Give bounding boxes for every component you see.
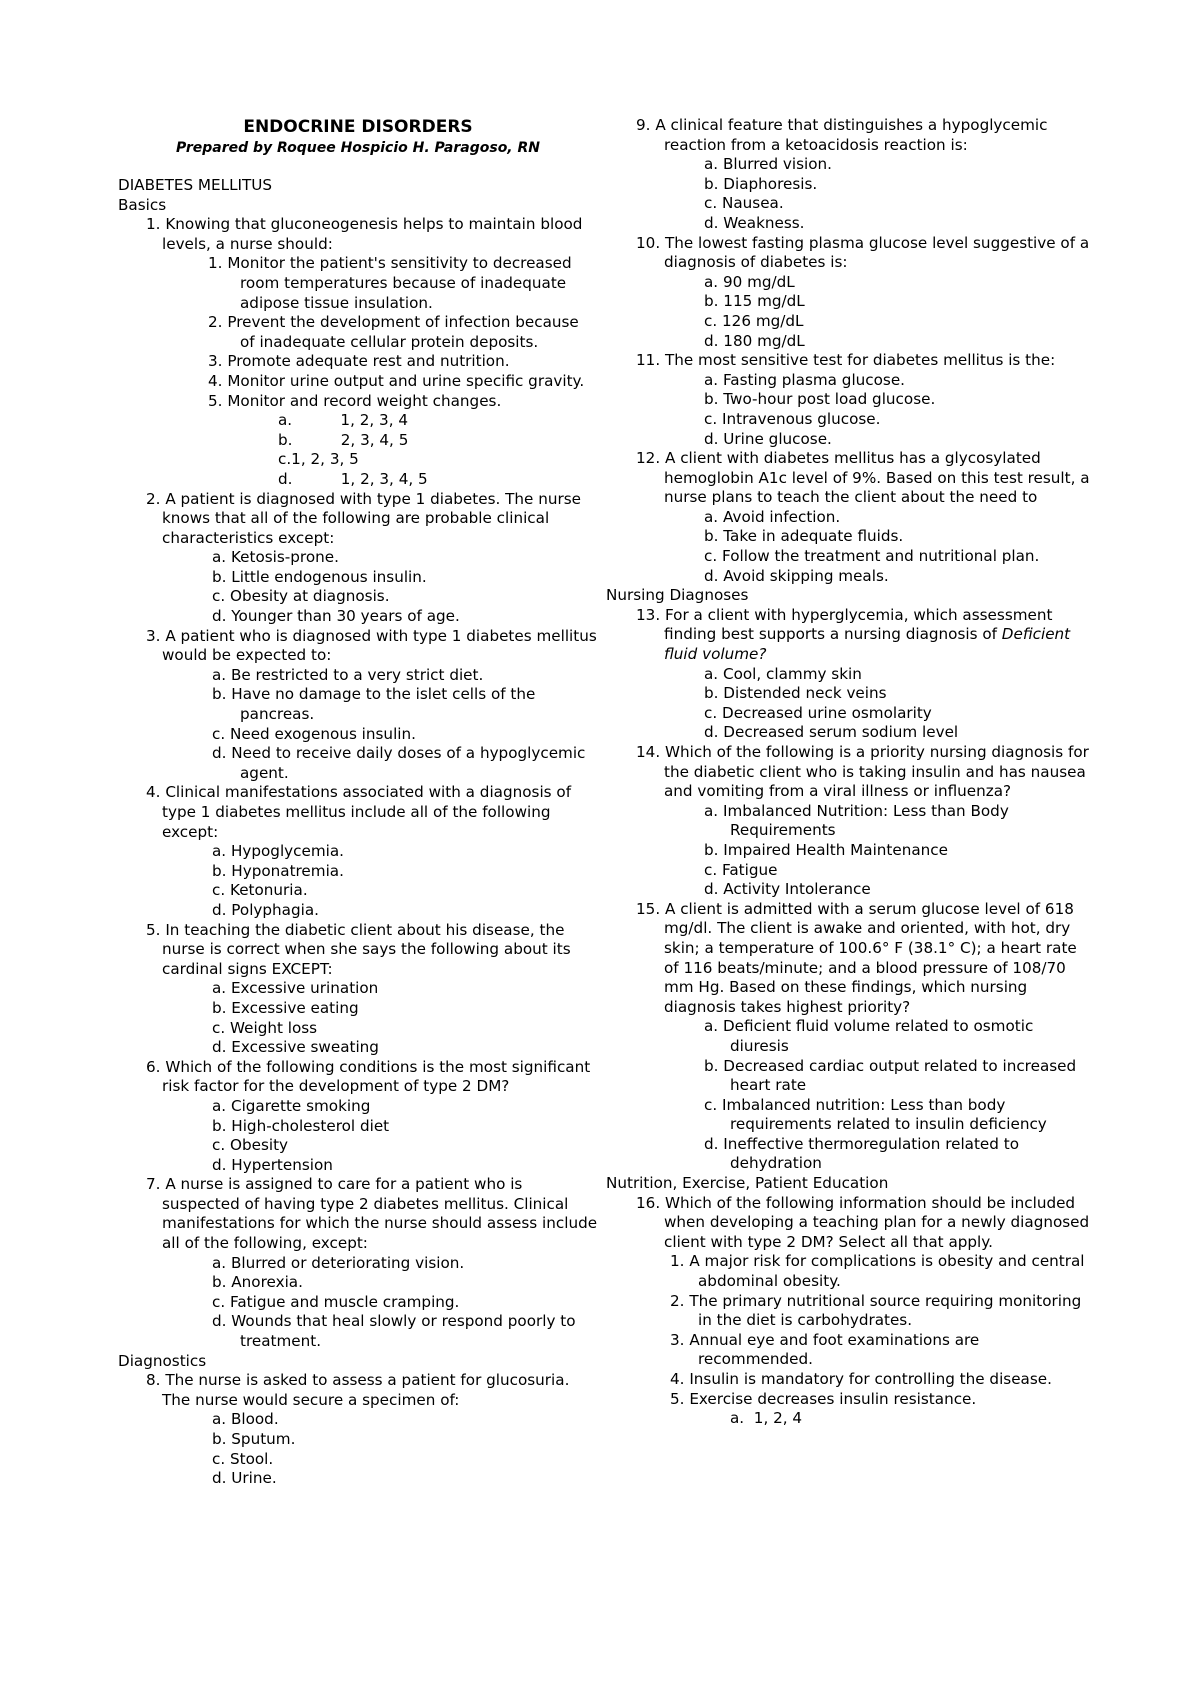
question-stem: 5. In teaching the diabetic client about his disease, the nurse is correct when she says the following about its cardinal signs EXCEPT: xyxy=(146,920,571,978)
answer-option: d. Weakness. xyxy=(704,213,805,232)
question-15 xyxy=(606,900,1092,1174)
answer-option: b. Little endogenous insulin. xyxy=(212,567,427,586)
section-diagnostics: Diagnostics xyxy=(118,1351,207,1370)
answer-option: b. Two-hour post load glucose. xyxy=(704,390,936,409)
answer-option: a. Hypoglycemia. xyxy=(212,842,344,861)
answer-option: c. Follow the treatment and nutritional plan. xyxy=(704,547,1040,566)
answer-option: d. Need to receive daily doses of a hypoglycemic agent. xyxy=(212,744,586,782)
answer-option: c. Fatigue xyxy=(704,860,778,879)
answer-option: c. Imbalanced nutrition: Less than body requirements related to insulin deficiency xyxy=(704,1095,1047,1134)
question-6 xyxy=(118,1058,598,1176)
question-stem: 7. A nurse is assigned to care for a patient who is suspected of having type 2 diabetes mellitus. Clinical manifestations for which the nurse should assess include all of the following, except: xyxy=(146,1175,598,1253)
answer-option: b. Take in adequate fluids. xyxy=(704,527,904,546)
question-stem: 4. Clinical manifestations associated with a diagnosis of type 1 diabetes mellitus include all of the following except: xyxy=(146,783,572,841)
document-subtitle: Prepared by Roquee Hospicio H. Paragoso, RN xyxy=(176,140,540,156)
statement: 5. Monitor and record weight changes. xyxy=(208,391,502,410)
answer-option: a. Ketosis-prone. xyxy=(212,548,339,567)
statement: 4. Insulin is mandatory for controlling the disease. xyxy=(670,1370,1052,1388)
question-5 xyxy=(118,921,598,1058)
stem-text: 13. For a client with hyperglycemia, which assessment finding best supports a nursing diagnosis of xyxy=(636,605,1053,644)
answer-choices xyxy=(118,411,598,489)
answer-option: b. Sputum. xyxy=(212,1430,296,1448)
section-nursing-diagnoses: Nursing Diagnoses xyxy=(606,586,749,605)
answer-option: b. Impaired Health Maintenance xyxy=(704,840,948,859)
question-stem xyxy=(606,606,1092,665)
answer-choice: a. 1, 2, 4 xyxy=(730,1409,803,1428)
answer-option: c. Obesity xyxy=(212,1136,289,1155)
answer-option: d. Polyphagia. xyxy=(212,900,319,919)
question-3 xyxy=(118,627,598,784)
question-7 xyxy=(118,1175,598,1351)
answer-choice: c.1, 2, 3, 5 xyxy=(278,450,359,469)
answer-option: a. Excessive urination xyxy=(212,979,379,998)
answer-option: a. Cigarette smoking xyxy=(212,1096,371,1115)
statement: 2. The primary nutritional source requiring monitoring in the diet is carbohydrates. xyxy=(670,1291,1082,1330)
answer-option: a. Imbalanced Nutrition: Less than Body Requirements xyxy=(704,801,1009,840)
question-stem: 2. A patient is diagnosed with type 1 diabetes. The nurse knows that all of the following are probable clinical characteristics except: xyxy=(146,489,581,547)
answer-option: d. Urine. xyxy=(212,1469,277,1488)
question-11 xyxy=(606,351,1092,449)
question-stem: 8. The nurse is asked to assess a patient for glucosuria. The nurse would secure a specimen of: xyxy=(146,1371,570,1409)
answer-option: a. 90 mg/dL xyxy=(704,272,795,291)
answer-option: c. Decreased urine osmolarity xyxy=(704,703,932,722)
question-13 xyxy=(606,606,1092,743)
question-stem: 3. A patient who is diagnosed with type 1 diabetes mellitus would be expected to: xyxy=(146,626,597,665)
answer-option: b. Excessive eating xyxy=(212,998,359,1017)
answer-option: a. Avoid infection. xyxy=(704,507,841,526)
answer-option: c. Stool. xyxy=(212,1449,274,1468)
answer-choice: a. 1, 2, 3, 4 xyxy=(278,411,409,430)
answer-option: d. Hypertension xyxy=(212,1155,333,1174)
statement: 5. Exercise decreases insulin resistance. xyxy=(670,1389,977,1408)
answer-option: b. High-cholesterol diet xyxy=(212,1116,390,1135)
answer-option: c. Weight loss xyxy=(212,1018,318,1037)
answer-option: c. Intravenous glucose. xyxy=(704,409,881,428)
answer-option: c. Obesity at diagnosis. xyxy=(212,587,390,606)
answer-option: b. Diaphoresis. xyxy=(704,174,818,193)
answer-option: c. 126 mg/dL xyxy=(704,311,804,330)
document-title: ENDOCRINE DISORDERS xyxy=(243,117,473,137)
spacer xyxy=(118,158,598,176)
answer-option: d. Ineffective thermoregulation related to dehydration xyxy=(704,1134,1019,1173)
question-10 xyxy=(606,234,1092,352)
question-stem: 11. The most sensitive test for diabetes mellitus is the: xyxy=(636,351,1056,370)
statement: 4. Monitor urine output and urine specific gravity. xyxy=(208,371,585,390)
topic-heading: DIABETES MELLITUS xyxy=(118,176,273,194)
section-basics: Basics xyxy=(118,195,167,214)
answer-option: d. 180 mg/dL xyxy=(704,331,805,350)
statement: 3. Promote adequate rest and nutrition. xyxy=(208,352,510,371)
answer-option: c. Ketonuria. xyxy=(212,881,308,900)
question-stem: 1. Knowing that gluconeogenesis helps to maintain blood levels, a nurse should: xyxy=(146,215,583,253)
question-stem: 9. A clinical feature that distinguishes a hypoglycemic reaction from a ketoacidosis reaction is: xyxy=(636,116,1048,154)
answer-option: b. 115 mg/dL xyxy=(704,292,805,311)
answer-option: d. Younger than 30 years of age. xyxy=(212,607,460,626)
question-stem: 6. Which of the following conditions is the most significant risk factor for the development of type 2 DM? xyxy=(146,1057,591,1096)
answer-option: d. Wounds that heal slowly or respond poorly to treatment. xyxy=(212,1312,576,1351)
question-stem: 16. Which of the following information should be included when developing a teaching plan for a newly diagnosed client with type 2 DM? Select all that apply. xyxy=(636,1193,1090,1251)
numbered-statements xyxy=(118,254,598,411)
question-stem: 10. The lowest fasting plasma glucose level suggestive of a diagnosis of diabetes is: xyxy=(636,233,1090,272)
answer-option: d. Excessive sweating xyxy=(212,1038,379,1057)
answer-choice: b. 2, 3, 4, 5 xyxy=(278,430,409,449)
answer-option: a. Be restricted to a very strict diet. xyxy=(212,665,484,684)
answer-option: a. Blurred vision. xyxy=(704,155,833,174)
answer-option: c. Fatigue and muscle cramping. xyxy=(212,1292,460,1311)
answer-option: d. Activity Intolerance xyxy=(704,880,871,899)
section-nutrition-education: Nutrition, Exercise, Patient Education xyxy=(606,1174,889,1193)
answer-option: b. Have no damage to the islet cells of the pancreas. xyxy=(212,685,536,724)
answer-option: a. Fasting plasma glucose. xyxy=(704,370,906,389)
question-12 xyxy=(606,449,1092,586)
question-stem: 15. A client is admitted with a serum glucose level of 618 mg/dl. The client is awake and oriented, with hot, dry skin; a temperature of 100.6° F (38.1° C); a heart rate of 116 beats/minute; and a blood pressure of 108/70 mm Hg. Based on these findings, which nursing diagnosis takes highest priority? xyxy=(636,899,1077,1016)
answer-option: b. Hyponatremia. xyxy=(212,861,344,880)
stem-italic-text: Deficient fluid volume? xyxy=(664,625,1071,664)
right-column xyxy=(606,116,1092,1429)
question-2 xyxy=(118,490,598,627)
answer-option: b. Decreased cardiac output related to increased heart rate xyxy=(704,1056,1077,1095)
answer-option: a. Deficient fluid volume related to osmotic diuresis xyxy=(704,1017,1034,1055)
answer-option: a. Blurred or deteriorating vision. xyxy=(212,1253,465,1272)
answer-option: c. Nausea. xyxy=(704,194,784,213)
question-stem: 12. A client with diabetes mellitus has a glycosylated hemoglobin A1c level of 9%. Based on this test result, a nurse plans to teach the client about the need to xyxy=(636,449,1090,507)
answer-choice: d. 1, 2, 3, 4, 5 xyxy=(278,469,428,488)
numbered-statements xyxy=(606,1252,1092,1409)
question-8 xyxy=(118,1371,598,1489)
answer-option: d. Decreased serum sodium level xyxy=(704,723,959,742)
answer-option: a. Blood. xyxy=(212,1410,279,1429)
answer-option: b. Anorexia. xyxy=(212,1273,303,1292)
question-9 xyxy=(606,116,1092,234)
statement: 2. Prevent the development of infection because of inadequate cellular protein deposits. xyxy=(208,313,579,351)
answer-option: b. Distended neck veins xyxy=(704,684,887,703)
question-14 xyxy=(606,743,1092,900)
question-16 xyxy=(606,1194,1092,1429)
answer-option: d. Urine glucose. xyxy=(704,429,832,448)
statement: 1. A major risk for complications is obesity and central abdominal obesity. xyxy=(670,1252,1085,1291)
answer-option: d. Avoid skipping meals. xyxy=(704,566,889,585)
statement: 1. Monitor the patient's sensitivity to decreased room temperatures because of inadequate adipose tissue insulation. xyxy=(208,254,572,312)
question-4 xyxy=(118,783,598,920)
question-stem: 14. Which of the following is a priority nursing diagnosis for the diabetic client who is taking insulin and has nausea and vomiting from a viral illness or influenza? xyxy=(636,743,1089,801)
question-1 xyxy=(118,215,598,489)
left-column xyxy=(118,116,598,1489)
statement: 3. Annual eye and foot examinations are recommended. xyxy=(670,1330,980,1369)
answer-option: a. Cool, clammy skin xyxy=(704,664,862,683)
answer-option: c. Need exogenous insulin. xyxy=(212,724,416,743)
